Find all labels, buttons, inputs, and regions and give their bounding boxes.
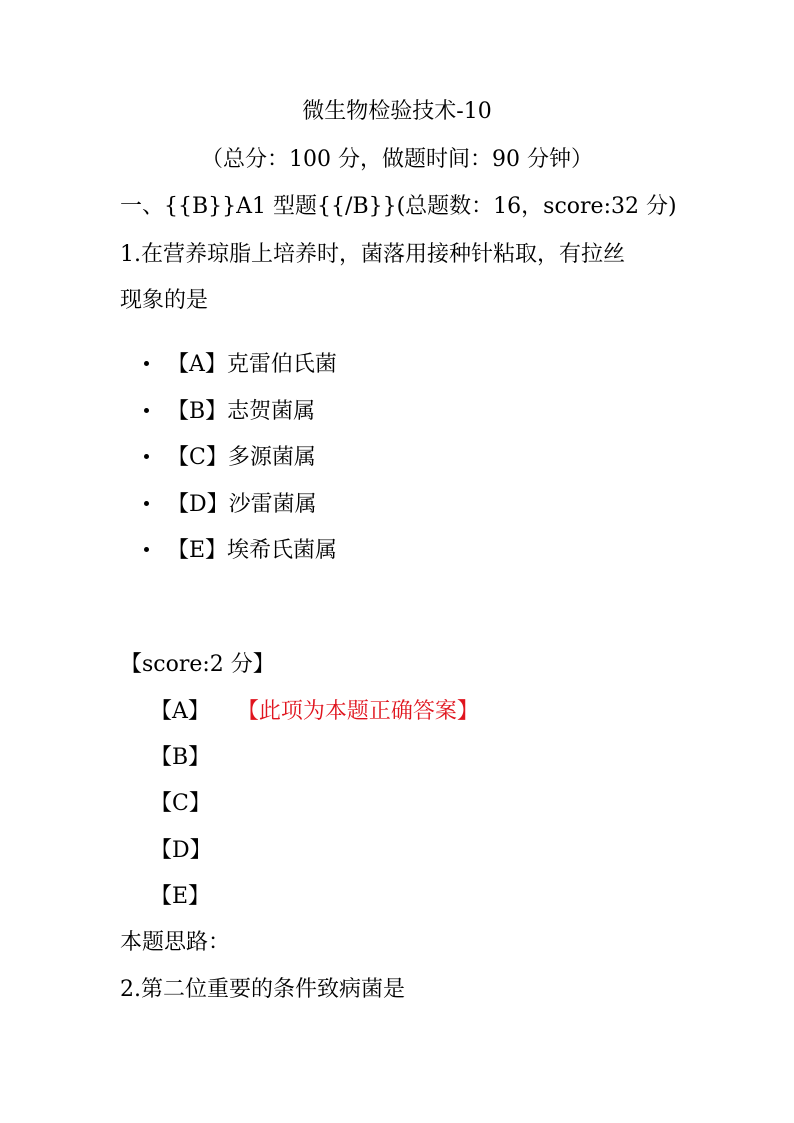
- option-d: [144, 490, 317, 520]
- correct-answer-marker: 【此项为本题正确答案】: [247, 699, 479, 724]
- answer-row-b: [150, 743, 210, 773]
- question-2-text: 2.第二位重要的条件致病菌是: [120, 977, 405, 1002]
- answer-letter: 【A】: [150, 699, 210, 724]
- option-a: [144, 350, 337, 380]
- option-label: 【E】埃希氏菌属: [167, 538, 338, 563]
- answer-letter: 【B】: [150, 745, 211, 770]
- bullet-icon: [144, 547, 149, 552]
- question-1-analysis: 本题思路：: [120, 930, 231, 955]
- bullet-icon: [144, 454, 149, 459]
- option-label: 【A】克雷伯氏菌: [167, 352, 337, 377]
- option-label: 【B】志贺菌属: [167, 399, 316, 424]
- bullet-icon: [144, 501, 149, 506]
- option-label: 【D】沙雷菌属: [167, 492, 317, 517]
- bullet-icon: [144, 408, 149, 413]
- answer-letter: 【E】: [150, 884, 211, 909]
- answer-letter: 【D】: [150, 838, 212, 863]
- answer-letter: 【C】: [150, 791, 211, 816]
- option-c: [144, 443, 316, 473]
- option-b: [144, 397, 315, 427]
- answer-row-a: [150, 697, 479, 727]
- question-1-score: 【score:2 分】: [120, 652, 275, 677]
- option-label: 【C】多源菌属: [167, 445, 316, 470]
- bullet-icon: [144, 361, 149, 366]
- question-1-text-line-1: 1.在营养琼脂上培养时，菌落用接种针粘取，有拉丝: [120, 242, 625, 267]
- answer-row-e: [150, 882, 210, 912]
- page-title: 微生物检验技术-10: [302, 99, 492, 124]
- answer-row-d: [150, 836, 212, 866]
- option-e: [144, 536, 337, 566]
- page-subtitle: （总分：100 分，做题时间：90 分钟）: [201, 147, 593, 172]
- answer-row-c: [150, 789, 211, 819]
- section-heading: 一、{{B}}A1 型题{{/B}}(总题数：16，score:32 分): [120, 194, 677, 219]
- question-1-text-line-2: 现象的是: [120, 288, 209, 313]
